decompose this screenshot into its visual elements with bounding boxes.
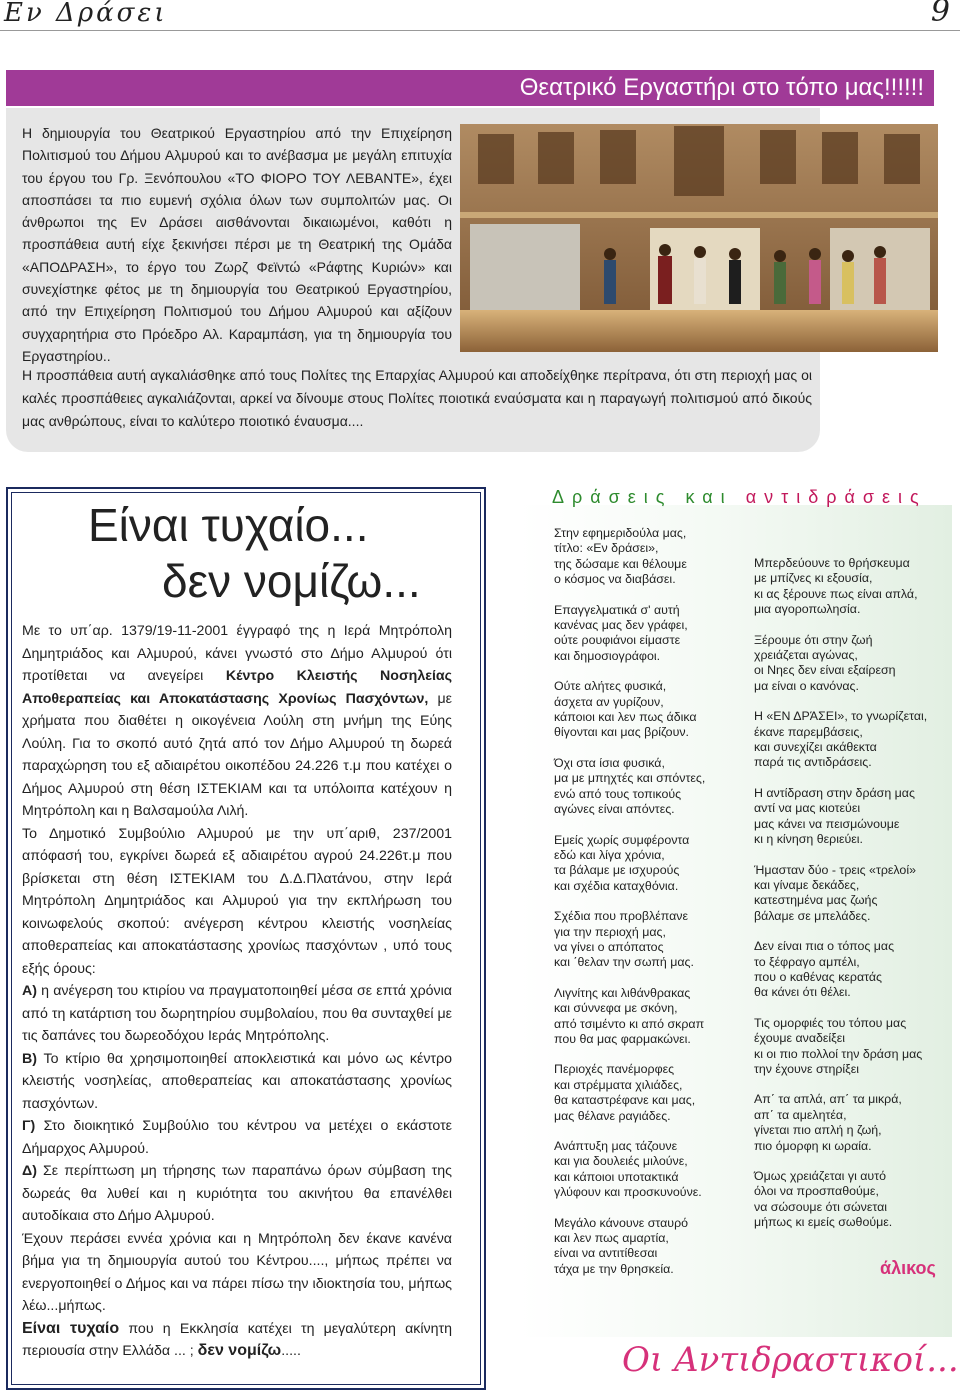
poem-stanza	[754, 1016, 950, 1078]
poem-line: θα κάνει ότι θέλει.	[754, 985, 851, 1000]
poem-stanza	[554, 1062, 744, 1124]
feature-lead-bottom: Η προσπάθεια αυτή αγκαλιάσθηκε από τους Πολίτες της Επαρχίας Αλμυρού και αποδείχθηκε περίτρανα, ότι στη περιοχή μας οι καλές προσπάθειες αγκαλιάζονται, αρκεί να δίνουμε στους Πολίτες ποιοτικά εναύσματα και η παραγωγή πολιτισμού από δικούς μας ανθρώπους, είναι το καλύτερο ποιοτικό έναυσμα....	[22, 367, 812, 429]
poem-line: Ανάπτυξη μας τάζουνε	[554, 1139, 678, 1153]
poem-line: Ήμασταν δύο - τρεις «τρελοί»	[754, 862, 916, 877]
poem-stanza	[554, 1216, 744, 1278]
poem-stanza	[554, 603, 744, 665]
poem-line: ούτε ρουφιάνοι είμαστε	[554, 633, 681, 648]
article-headline-line-2: δεν νομίζω...	[162, 555, 421, 607]
poem-heading-pink: αντιδράσεις	[745, 487, 927, 507]
poem-line: Ούτε αλήτες φυσικά,	[554, 679, 667, 694]
poem-line: κανένας μας δεν γράφει,	[554, 618, 688, 633]
poem-line: Δεν είναι πια ο τόπος μας	[754, 939, 895, 954]
masthead-rule	[0, 30, 960, 31]
poem-line: έκανε παρεμβάσεις,	[754, 724, 863, 739]
poem-line: και γίναμε δεκάδες,	[754, 877, 860, 892]
poem-line: γλύφουν και προσκυνούνε.	[554, 1185, 702, 1200]
poem-stanza	[754, 633, 950, 695]
poem-stanza	[754, 939, 950, 1001]
poem-line: κι ας ξέρουνε πως είναι απλά,	[754, 586, 918, 601]
closing-lead: Είναι τυχαίο	[22, 1319, 120, 1337]
poem-stanza	[754, 709, 950, 771]
poem-line: Η αντίδραση στην δράση μας	[754, 785, 915, 800]
poem-line: που ο καθένας κερατάς	[754, 969, 882, 984]
poem-line: ο κόσμος να διαβάσει.	[554, 572, 676, 587]
article-paragraph-3: Έχουν περάσει εννέα χρόνια και η Μητρόπολη δεν έκανε κανένα βήμα για τη δημιουργία αυτού του Κέντρου...., μήπως πρέπει να ενεργοποιηθεί ο Δήμος και να πάρει πίσω την ιδιοκτησία του, μήπως λέω...μήπως.	[22, 1230, 452, 1314]
term-label: Α)	[22, 983, 37, 999]
poem-line: Ξέρουμε ότι στην ζωή	[754, 632, 873, 647]
article-text-run: με χρήματα που διαθέτει η οικογένεια Λούλη στη μνήμη της Εύης Λούλη. Για το σκοπό αυτό ζητά από τον Δήμο Αλμυρού τη δωρεά παραχώρηση του εξ αδιαιρέτου οικοπέδου 24.226 τ.μ που κατέχει ο Δήμος Αλμυρού στη θέση ΙΣΤΕΚΙΑΜ και τα υπόλοιπα κατέχουν η Μητρόπολη και η Βαλσαμούλα Λιλή.	[22, 690, 453, 819]
poem-line: και ΄θελαν την σωπή μας.	[554, 955, 694, 970]
poem-line: έχουμε αναδείξει	[754, 1031, 845, 1046]
poem-line: μια αγοροπωλησία.	[754, 602, 861, 617]
masthead	[0, 0, 960, 32]
poem-line: Εμείς χωρίς συμφέροντα	[554, 832, 690, 847]
poem-line: την έχουνε στηρίξει	[754, 1061, 860, 1076]
poem-stanza	[554, 756, 744, 818]
poem-heading	[552, 487, 927, 508]
term-label: Δ)	[22, 1163, 37, 1179]
poem-line: και σχέδια καταχθόνια.	[554, 878, 679, 893]
poem-line: παρά τις αντιδράσεις.	[754, 755, 872, 770]
poem-line: όλοι να προσπαθούμε,	[754, 1184, 879, 1199]
poem-line: μα με μπηχτές και σπόντες,	[554, 771, 706, 786]
poem-stanza	[554, 833, 744, 895]
poem-line: Λιγνίτης και λιθάνθρακας	[554, 985, 691, 1000]
poem-line: πιο όμορφη κι ωραία.	[754, 1138, 872, 1153]
poem-line: τάχα με την θρησκεία.	[554, 1261, 674, 1276]
poem-line: Η «ΕΝ ΔΡΆΣΕΙ», το γνωρίζεται,	[754, 709, 928, 724]
poem-line: κι οι πιο πολλοί την δράση μας	[754, 1046, 923, 1061]
footer-logo: Οι Αντιδραστικοί...	[622, 1340, 959, 1380]
article-bold-run: Κέντρο Κλειστής Νοσηλείας Αποθεραπείας και Αποκατάστασης Χρονίως Πασχόντων,	[22, 668, 452, 707]
poem-line: και δημοσιογράφοι.	[554, 648, 661, 663]
article-term-d	[22, 1160, 452, 1228]
article-term-c	[22, 1115, 452, 1160]
poem-line: Όμως χρειάζεται γι αυτό	[754, 1169, 886, 1183]
article-closing	[22, 1318, 452, 1363]
poem-line: Επαγγελματικά σ' αυτή	[554, 602, 680, 617]
theatre-stage-photo	[460, 124, 938, 352]
poem-line: Σχέδια που προβλέπανε	[554, 909, 689, 924]
page-number: 9	[930, 0, 950, 29]
poem-line: θα καταστρέφανε και μας,	[554, 1093, 696, 1108]
poem-stanza	[754, 1169, 950, 1231]
poem-stanza	[554, 1139, 744, 1201]
term-label: Β)	[22, 1050, 37, 1067]
poem-line: άσχετα αν γυρίζουν,	[554, 694, 664, 709]
poem-line: γίνεται πιο απλή η ζωή,	[754, 1123, 882, 1138]
feature-title: Θεατρικό Εργαστήρι στο τόπο μας!!!!!!	[6, 70, 934, 106]
poem-line: Μπερδεύουνε το θρήσκευμα	[754, 556, 910, 570]
poem-line: μας θέλανε ραγιάδες.	[554, 1108, 671, 1123]
poem-line: χρειάζεται αγώνας,	[754, 648, 858, 663]
article-paragraph-1	[22, 620, 452, 823]
poem-line: αγώνες είναι απόντες.	[554, 802, 675, 817]
masthead-title: Εν Δράσει	[4, 0, 168, 28]
term-text: Σε περίπτωση μη τήρησης των παραπάνω όρων σύμβαση της δωρεάς θα λυθεί και η κυριότητα του ακινήτου θα επανέλθει αυτοδίκαια στο Δήμο Αλμυρού.	[22, 1163, 452, 1224]
poem-line: και λεν πως αμαρτία,	[554, 1231, 669, 1246]
poem-line: ενώ από τους τοπικούς	[554, 786, 682, 801]
poem-line: που θα μας φαρμακώνει.	[554, 1031, 691, 1046]
poem-stanza	[754, 863, 950, 925]
poem-line: για την περιοχή μας,	[554, 924, 666, 939]
poem-line: και στρέμματα χιλιάδες,	[554, 1077, 683, 1092]
closing-text: που η Εκκλησία κατέχει τη μεγαλύτερη ακίνητη περιουσία στην Ελλάδα ... ;	[22, 1320, 452, 1359]
poem-line: με μπίζνες κι εξουσία,	[754, 571, 873, 586]
poem-line: θίγονται και μας βρίζουν.	[554, 725, 689, 740]
poem-line: Απ΄ τα απλά, απ΄ τα μικρά,	[754, 1092, 902, 1107]
article-headline-line-1: Είναι τυχαίο...	[88, 499, 369, 551]
poem-line: κάποιοι και λεν πως άδικα	[554, 710, 697, 725]
poem-stanza	[554, 909, 744, 971]
poem-column-1	[554, 526, 744, 1292]
poem-line: οι Νηες δεν είναι εξαίρεση	[754, 663, 896, 678]
poem-line: κατεστημένα μας ζωής	[754, 893, 878, 908]
term-text: Το κτίριο θα χρησιμοποιηθεί αποκλειστικά και μόνο ως κέντρο κλειστής νοσηλείας, αποθεραπείας και αποκατάστασης χρονίως πασχόντων.	[22, 1050, 452, 1112]
poem-line: και σύννεφα με σκόνη,	[554, 1001, 678, 1016]
term-text: Στο διοικητικό Συμβούλιο του κέντρου να μετέχει ο εκάστοτε Δήμαρχος Αλμυρού.	[22, 1118, 452, 1157]
poem-stanza	[554, 526, 744, 588]
poem-line: αντί να μας κιοτεύει	[754, 801, 861, 816]
article-term-b	[22, 1048, 452, 1116]
poem-line: να σώσουμε ότι σώνεται	[754, 1199, 888, 1214]
poem-column-2	[754, 556, 950, 1246]
article-paragraph-2: Το Δημοτικό Συμβούλιο Αλμυρού με την υπ΄αριθ, 237/2001 απόφασή του, εγκρίνει δωρεά εξ αδιαιρέτου αγρού 24.226τ.μ που βρίσκεται στη θέση ΙΣΤΕΚΙΑΜ του Δ.Δ.Πλατάνου, στην Ιερά Μητρόπολη Δημητριάδος και Αλμυρού για την εκπλήρωση του κοινωφελούς σκοπού: ανέγερση κέντρου κλειστής νοσηλείας αποθεραπείας και αποκατάστασης χρονίως πασχόντων , υπό τους εξής όρους:	[22, 825, 452, 977]
poem-line: και κάποιοι υποτακτικά	[554, 1169, 679, 1184]
article-body	[22, 620, 452, 1363]
term-text: η ανέγερση του κτιρίου να πραγματοποιηθεί μέσα σε επτά χρόνια από τη κατάρτιση του δωρητηρίου συμβολαίου, που θα συνταχθεί με τις δαπάνες του δωρεοδόχου Ιεράς Μητρόπολης.	[22, 983, 452, 1044]
poem-line: από τσιμέντο κι από σκραπ	[554, 1016, 705, 1031]
article-term-a	[22, 980, 452, 1048]
poem-line: Περιοχές πανέμορφες	[554, 1062, 675, 1077]
poem-stanza	[554, 986, 744, 1048]
poem-line: μήπως κι εμείς σωθούμε.	[754, 1215, 893, 1230]
poem-line: τίτλο: «Εν δράσει»,	[554, 541, 659, 556]
poem-heading-green: Δράσεις και	[552, 487, 733, 507]
feature-lead-top: Η δημιουργία του Θεατρικού Εργαστηρίου από την Επιχείρηση Πολιτισμού του Δήμου Αλμυρού και το ανέβασμα με μεγάλη επιτυχία του έργου του Γρ. Ξενόπουλου «ΤΟ ΦΙΟΡΟ ΤΟΥ ΛΕΒΑΝΤΕ», έχει αποσπάσει τα πιο ευμενή σχόλια όλων των συμπολιτών μας. Οι άνθρωποι της Εν Δράσει αισθάνονται δικαιωμένοι, καθότι η προσπάθεια αυτή είχε ξεκινήσει πέρσι με τη Θεατρική της Ομάδα «ΑΠΟΔΡΑΣΗ», το έργο του Ζωρζ Φεϊντώ «Ράφτης Κυριών» και συνεχίστηκε φέτος με τη δημιουργία του Θεατρικού Εργαστηρίου, από την Επιχείρηση Πολιτισμού του Δήμου Αλμυρού και αξίζουν συγχαρητήρια στο Πρόεδρο Αλ. Καραμπάση, για τη δημιουργία του Εργαστηρίου..	[22, 125, 452, 364]
poem-line: και συνεχίζει ακάθεκτα	[754, 740, 877, 755]
closing-tail: δεν νομίζω	[197, 1342, 282, 1359]
theatre-photo-illustration	[460, 124, 938, 352]
poem-signature: άλικος	[880, 1258, 936, 1278]
poem-line: Στην εφημεριδούλα μας,	[554, 526, 687, 540]
poem-line: κι η κίνηση θεριεύει.	[754, 832, 863, 847]
poem-line: Μεγάλο κάνουνε σταυρό	[554, 1215, 689, 1230]
poem-line: μας κάνει να πεισμώνουμε	[754, 816, 900, 831]
poem-line: Τις ομορφιές του τόπου μας	[754, 1015, 907, 1030]
poem-line: το ξέφραγο αμπέλι,	[754, 954, 860, 969]
poem-line: τα βάλαμε με ισχυρούς	[554, 863, 680, 878]
poem-line: είναι να αντιτίθεσαι	[554, 1246, 658, 1261]
poem-line: μα είναι ο κανόνας.	[754, 678, 859, 693]
poem-stanza	[754, 1092, 950, 1154]
poem-line: της δώσαμε και θέλουμε	[554, 556, 687, 571]
poem-stanza	[754, 786, 950, 848]
article-text-run: Με το υπ΄αρ. 1379/19-11-2001 έγγραφό της η Ιερά Μητρόπολη Δημητριάδος και Αλμυρού, κάνει γνωστό στο Δήμο Αλμυρού ότι προτίθεται να ανεγείρει	[22, 623, 452, 684]
poem-line: βάλαμε σε μπελάδες.	[754, 908, 871, 923]
term-label: Γ)	[22, 1118, 36, 1134]
poem-line: Όχι στα ίσια φυσικά,	[554, 755, 665, 770]
poem-line: εδώ και λίγα χρόνια,	[554, 847, 665, 862]
poem-line: και για δουλειές μιλούνε,	[554, 1154, 688, 1169]
poem-line: να γίνει ο απόπατος	[554, 939, 664, 954]
poem-line: απ΄ τα αμελητέα,	[754, 1107, 847, 1122]
poem-stanza	[754, 556, 950, 618]
poem-stanza	[554, 679, 744, 741]
closing-end: .....	[281, 1343, 301, 1359]
